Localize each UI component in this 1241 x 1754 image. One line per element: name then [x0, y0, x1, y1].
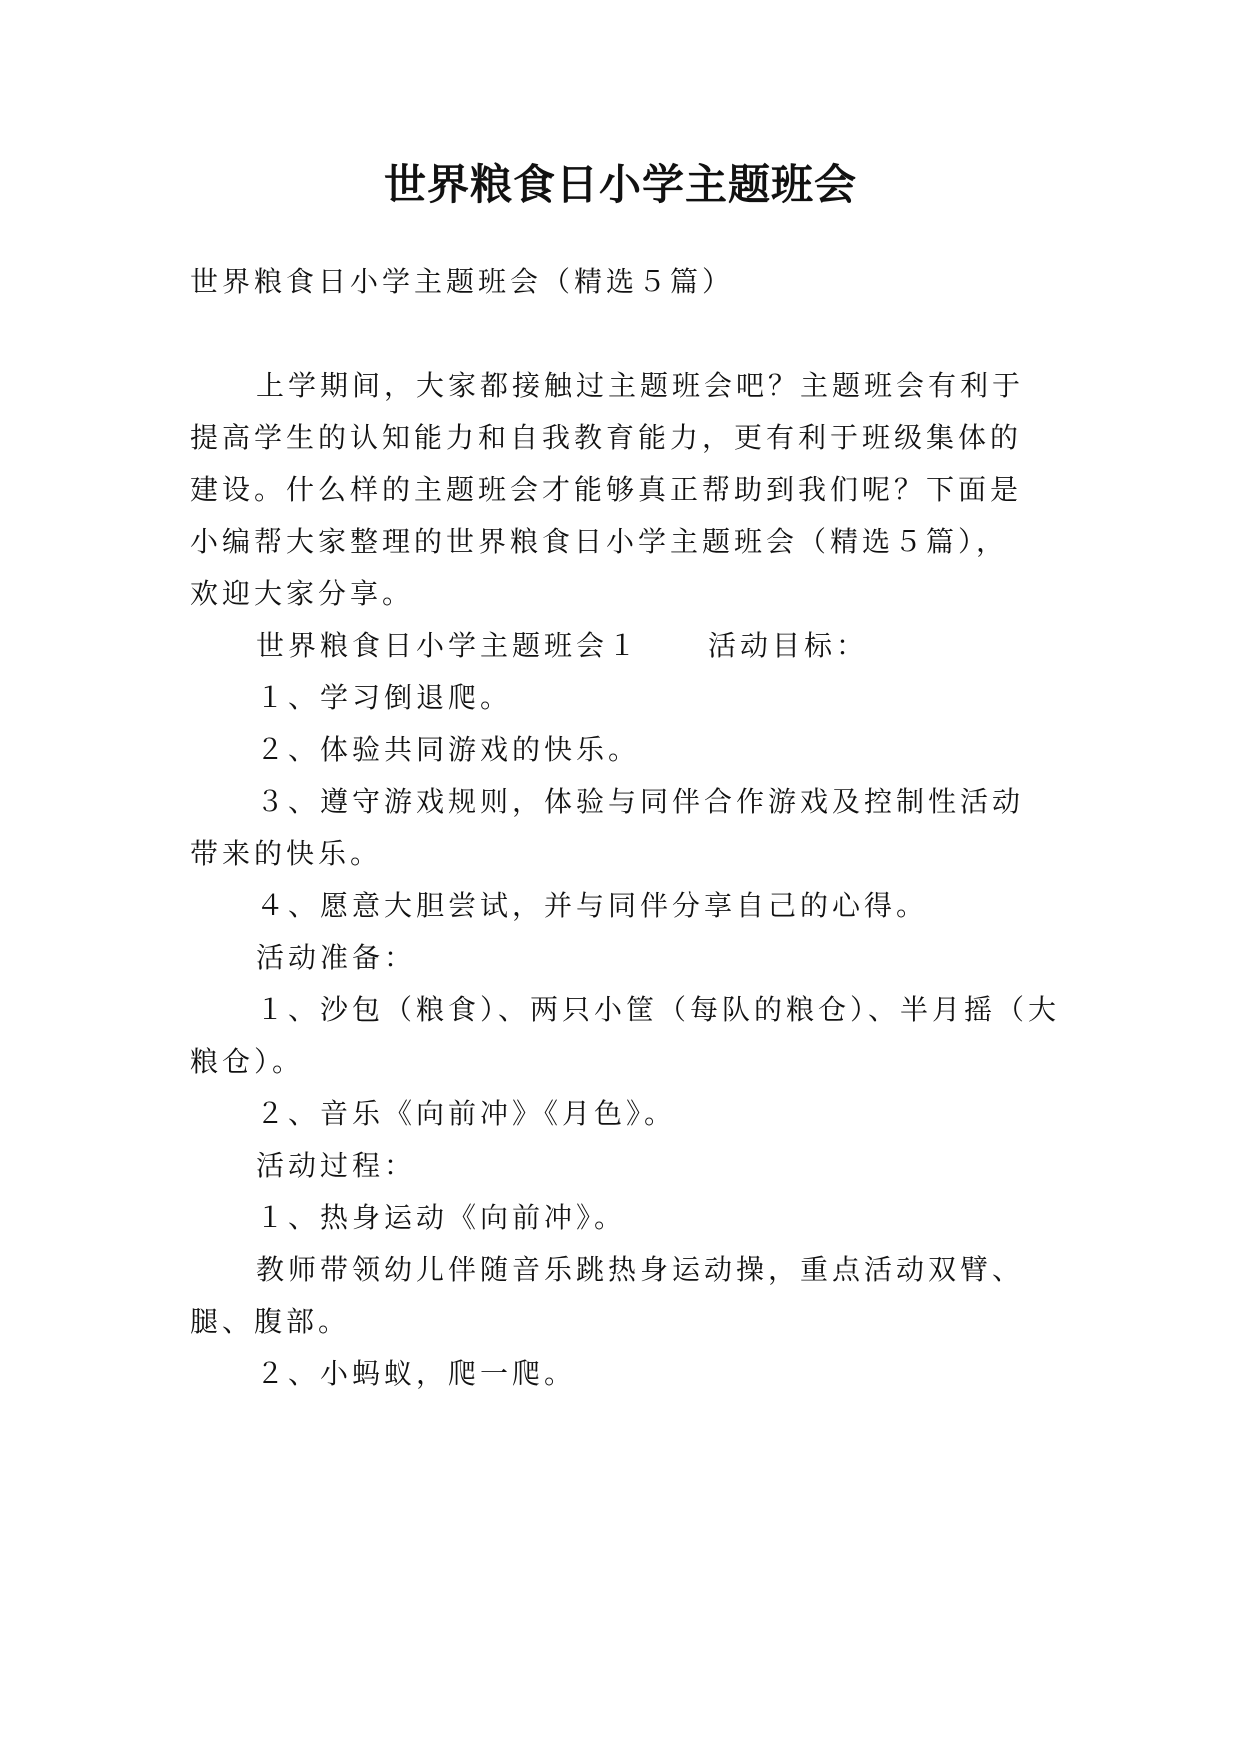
- prep-item-1-cont: 粮仓）。: [190, 1045, 305, 1078]
- intro-line-1: 上学期间，大家都接触过主题班会吧？主题班会有利于: [256, 369, 1025, 402]
- goal-item-3-cont: 带来的快乐。: [190, 837, 383, 870]
- document-subtitle: 世界粮食日小学主题班会（精选５篇）: [190, 265, 735, 298]
- process-item-1-desc: 教师带领幼儿伴随音乐跳热身运动操，重点活动双臂、: [256, 1253, 1025, 1286]
- process-label: 活动过程：: [256, 1149, 417, 1182]
- goal-item-4: ４、愿意大胆尝试，并与同伴分享自己的心得。: [256, 889, 929, 922]
- document-title: 世界粮食日小学主题班会: [383, 160, 857, 209]
- process-item-1-desc-cont: 腿、腹部。: [190, 1305, 351, 1338]
- goal-item-3: ３、遵守游戏规则，体验与同伴合作游戏及控制性活动: [256, 785, 1025, 818]
- prep-item-1: １、沙包（粮食）、两只小筐（每队的粮仓）、半月摇（大: [256, 993, 1061, 1026]
- intro-line-3: 建设。什么样的主题班会才能够真正帮助到我们呢？下面是: [190, 473, 1023, 506]
- intro-line-5: 欢迎大家分享。: [190, 577, 415, 610]
- goals-label: 活动目标：: [708, 629, 869, 662]
- intro-line-2: 提高学生的认知能力和自我教育能力，更有利于班级集体的: [190, 421, 1023, 454]
- goal-item-1: １、学习倒退爬。: [256, 681, 513, 714]
- intro-line-4: 小编帮大家整理的世界粮食日小学主题班会（精选５篇），: [190, 525, 1009, 558]
- prep-item-2: ２、音乐《向前冲》《月色》。: [256, 1097, 677, 1130]
- prep-label: 活动准备：: [256, 941, 417, 974]
- goal-item-2: ２、体验共同游戏的快乐。: [256, 733, 641, 766]
- section-heading: 世界粮食日小学主题班会１: [256, 629, 641, 662]
- section-heading-row: [256, 626, 868, 666]
- process-item-2: ２、小蚂蚁，爬一爬。: [256, 1357, 577, 1390]
- process-item-1: １、热身运动《向前冲》。: [256, 1201, 627, 1234]
